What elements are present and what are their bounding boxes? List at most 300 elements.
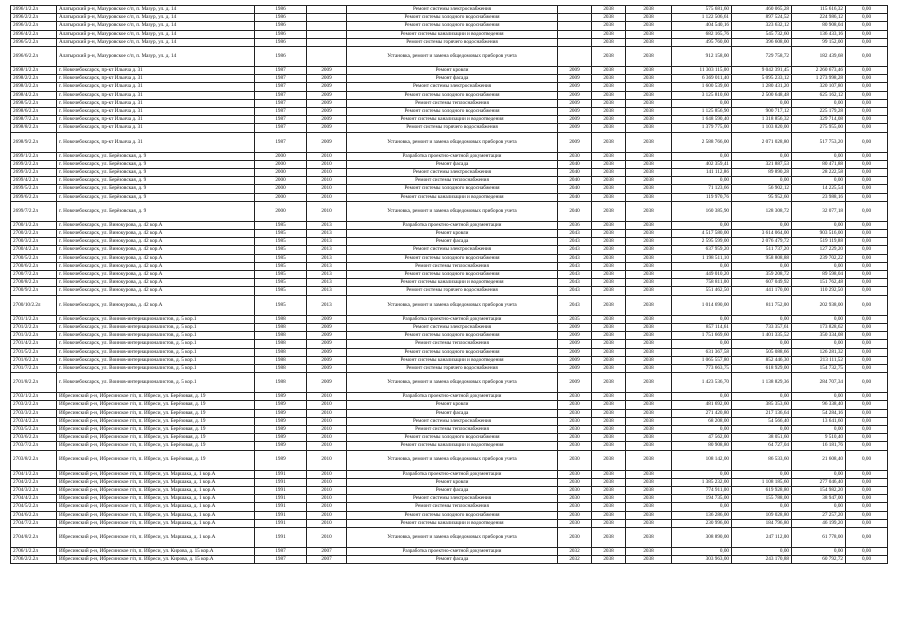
work-type-cell: Ремонт системы холодного водоснабжения — [347, 14, 558, 22]
build-year-cell: 1988 — [255, 364, 307, 372]
address-cell: Ибресинский р-н, Ибресинское г/п, п. Ибреси, ул. Кирова, д. 15 кор.А — [57, 547, 255, 555]
other-cost-cell: 0,00 — [846, 434, 888, 442]
table-row — [11, 169, 888, 177]
row-id-cell: 2703/3/2.2л — [11, 409, 57, 417]
total-cost-cell: 160 385,90 — [672, 201, 732, 221]
work-type-cell: Установка, ремонт и замена общедомовых приборов учета — [347, 295, 558, 315]
other-cost-cell: 0,00 — [846, 75, 888, 83]
period-start-cell: 2038 — [592, 295, 626, 315]
table-row — [11, 450, 888, 470]
table-row — [11, 279, 888, 287]
build-year-cell: 1986 — [255, 6, 307, 14]
row-id-cell: 2699/5/2.2л — [11, 185, 57, 193]
owner-cost-cell: 136 433,16 — [792, 30, 846, 38]
fund-cost-cell: 95 952,60 — [732, 193, 792, 201]
plan-year-cell: 2030 — [558, 450, 592, 470]
address-cell: г. Новочебоксарск, ул. Винокурова, д. 42 кор.А — [57, 221, 255, 229]
period-start-cell: 2038 — [592, 470, 626, 478]
period-start-cell: 2038 — [592, 315, 626, 323]
period-start-cell: 2038 — [592, 185, 626, 193]
row-id-cell: 2701/1/2.2л — [11, 315, 57, 323]
address-cell: Ибресинский р-н, Ибресинское г/п, п. Ибреси, ул. Маршака, д. 1 кор.А — [57, 486, 255, 494]
row-id-cell: 2698/8/2.2л — [11, 124, 57, 132]
table-row — [11, 30, 888, 38]
period-end-cell: 2038 — [626, 47, 672, 67]
total-cost-cell: 637 959,20 — [672, 246, 732, 254]
address-cell: г. Новочебоксарск, ул. Воинов-интернационалистов, д. 5 кор.1 — [57, 315, 255, 323]
plan-year-cell: 2043 — [558, 246, 592, 254]
fund-cost-cell: 359 208,72 — [732, 271, 792, 279]
plan-year-cell: 2009 — [558, 348, 592, 356]
period-end-cell: 2038 — [626, 152, 672, 160]
row-id-cell: 2698/5/2.2л — [11, 99, 57, 107]
period-start-cell: 2038 — [592, 364, 626, 372]
table-row — [11, 511, 888, 519]
work-type-cell: Ремонт кровли — [347, 478, 558, 486]
total-cost-cell: 308 890,00 — [672, 527, 732, 547]
total-cost-cell: 0,00 — [672, 340, 732, 348]
repair-year-cell: 2009 — [307, 67, 347, 75]
repair-year-cell — [307, 22, 347, 30]
plan-year-cell: 2043 — [558, 254, 592, 262]
table-row — [11, 75, 888, 83]
total-cost-cell: 119 970,76 — [672, 193, 732, 201]
plan-year-cell: 2032 — [558, 556, 592, 564]
period-end-cell: 2038 — [626, 340, 672, 348]
plan-year-cell: 2035 — [558, 315, 592, 323]
row-id-cell: 2700/1/2.2л — [11, 221, 57, 229]
repair-year-cell: 2009 — [307, 340, 347, 348]
row-id-cell: 2703/1/2.2л — [11, 393, 57, 401]
fund-cost-cell: 811 752,00 — [732, 295, 792, 315]
work-type-cell: Разработка проектно-сметной документации — [347, 470, 558, 478]
owner-cost-cell: 0,00 — [792, 393, 846, 401]
period-end-cell: 2038 — [626, 409, 672, 417]
address-cell: Алатырский р-н, Мазуровское с/п, п. Мазур, ул. д. 14 — [57, 14, 255, 22]
plan-year-cell — [558, 6, 592, 14]
total-cost-cell: 1 751 669,60 — [672, 332, 732, 340]
row-id-cell: 2696/2/2.2л — [11, 14, 57, 22]
period-end-cell: 2038 — [626, 495, 672, 503]
total-cost-cell: 80 908,80 — [672, 442, 732, 450]
work-type-cell: Установка, ремонт и замена общедомовых приборов учета — [347, 373, 558, 393]
period-start-cell: 2038 — [592, 152, 626, 160]
owner-cost-cell: 27 257,20 — [792, 511, 846, 519]
period-start-cell: 2038 — [592, 409, 626, 417]
table-row — [11, 527, 888, 547]
row-id-cell: 2696/3/2.2л — [11, 22, 57, 30]
owner-cost-cell: 23 988,16 — [792, 193, 846, 201]
fund-cost-cell: 619 928,80 — [732, 486, 792, 494]
row-id-cell: 2698/1/2.2л — [11, 67, 57, 75]
total-cost-cell: 6 369 011,40 — [672, 75, 732, 83]
owner-cost-cell: 154 732,75 — [792, 364, 846, 372]
repair-year-cell: 2010 — [307, 193, 347, 201]
fund-cost-cell: 618 929,00 — [732, 364, 792, 372]
build-year-cell: 2000 — [255, 169, 307, 177]
fund-cost-cell: 0,00 — [732, 503, 792, 511]
address-cell: г. Новочебоксарск, пр-кт Ильича д. 31 — [57, 132, 255, 152]
owner-cost-cell: 0,00 — [792, 152, 846, 160]
period-start-cell: 2038 — [592, 417, 626, 425]
address-cell: Ибресинский р-н, Ибресинское г/п, п. Ибреси, ул. Маршака, д. 1 кор.А — [57, 470, 255, 478]
plan-year-cell — [558, 30, 592, 38]
build-year-cell: 2000 — [255, 193, 307, 201]
table-row — [11, 547, 888, 555]
row-id-cell: 2704/2/2.2л — [11, 478, 57, 486]
table-row — [11, 323, 888, 331]
repair-year-cell: 2010 — [307, 425, 347, 433]
build-year-cell: 1989 — [255, 425, 307, 433]
total-cost-cell: 631 367,58 — [672, 348, 732, 356]
period-end-cell: 2038 — [626, 527, 672, 547]
period-end-cell: 2038 — [626, 364, 672, 372]
repair-year-cell: 2010 — [307, 503, 347, 511]
period-end-cell: 2038 — [626, 238, 672, 246]
owner-cost-cell: 80 908,04 — [792, 22, 846, 30]
repair-year-cell: 2010 — [307, 478, 347, 486]
address-cell: Ибресинский р-н, Ибресинское г/п, п. Ибреси, ул. Берёзовая, д. 19 — [57, 393, 255, 401]
owner-cost-cell: 32 077,18 — [792, 201, 846, 221]
period-start-cell: 2038 — [592, 83, 626, 91]
work-type-cell: Разработка проектно-сметной документации — [347, 315, 558, 323]
address-cell: г. Новочебоксарск, ул. Берёзовская, д. 9 — [57, 152, 255, 160]
total-cost-cell: 1 600 539,00 — [672, 83, 732, 91]
period-end-cell: 2038 — [626, 177, 672, 185]
row-id-cell: 2698/3/2.2л — [11, 83, 57, 91]
table-row — [11, 409, 888, 417]
period-start-cell: 2038 — [592, 67, 626, 75]
owner-cost-cell: 284 707,34 — [792, 373, 846, 393]
work-type-cell: Ремонт системы теплоснабжения — [347, 177, 558, 185]
build-year-cell: 1987 — [255, 108, 307, 116]
table-row — [11, 177, 888, 185]
plan-year-cell: 2040 — [558, 193, 592, 201]
repair-year-cell: 2009 — [307, 108, 347, 116]
period-start-cell: 2038 — [592, 75, 626, 83]
other-cost-cell: 0,00 — [846, 193, 888, 201]
table-row — [11, 356, 888, 364]
plan-year-cell: 2030 — [558, 495, 592, 503]
works-table — [10, 5, 888, 564]
row-id-cell: 2696/1/2.2л — [11, 6, 57, 14]
register-sheet — [10, 5, 887, 564]
total-cost-cell: 575 681,60 — [672, 6, 732, 14]
row-id-cell: 2704/7/2.2л — [11, 519, 57, 527]
total-cost-cell: 1 648 590,40 — [672, 116, 732, 124]
repair-year-cell: 2009 — [307, 315, 347, 323]
build-year-cell: 2000 — [255, 201, 307, 221]
other-cost-cell: 0,00 — [846, 393, 888, 401]
address-cell: Ибресинский р-н, Ибресинское г/п, п. Ибреси, ул. Маршака, д. 1 кор.А — [57, 495, 255, 503]
other-cost-cell: 0,00 — [846, 373, 888, 393]
total-cost-cell: 1 198 511,10 — [672, 254, 732, 262]
fund-cost-cell: 1 318 856,32 — [732, 116, 792, 124]
plan-year-cell: 2040 — [558, 201, 592, 221]
address-cell: г. Новочебоксарск, пр-кт Ильича д. 31 — [57, 91, 255, 99]
other-cost-cell: 0,00 — [846, 470, 888, 478]
other-cost-cell: 0,00 — [846, 295, 888, 315]
work-type-cell: Ремонт системы канализации и водоотведения — [347, 116, 558, 124]
repair-year-cell: 2010 — [307, 401, 347, 409]
address-cell: Ибресинский р-н, Ибресинское г/п, п. Ибреси, ул. Берёзовая, д. 19 — [57, 442, 255, 450]
period-start-cell: 2038 — [592, 401, 626, 409]
repair-year-cell: 2010 — [307, 409, 347, 417]
row-id-cell: 2699/2/2.2л — [11, 160, 57, 168]
total-cost-cell: 1 423 536,70 — [672, 373, 732, 393]
period-start-cell: 2038 — [592, 434, 626, 442]
table-row — [11, 132, 888, 152]
build-year-cell: 1986 — [255, 30, 307, 38]
owner-cost-cell: 110 292,50 — [792, 287, 846, 295]
period-start-cell: 2038 — [592, 511, 626, 519]
address-cell: г. Новочебоксарск, пр-кт Ильича д. 31 — [57, 108, 255, 116]
other-cost-cell: 0,00 — [846, 30, 888, 38]
table-row — [11, 470, 888, 478]
work-type-cell: Ремонт системы электроснабжения — [347, 6, 558, 14]
period-end-cell: 2038 — [626, 393, 672, 401]
period-start-cell: 2038 — [592, 201, 626, 221]
owner-cost-cell: 625 162,12 — [792, 91, 846, 99]
period-start-cell: 2038 — [592, 556, 626, 564]
period-start-cell: 2038 — [592, 547, 626, 555]
other-cost-cell: 0,00 — [846, 417, 888, 425]
row-id-cell: 2706/2/2.2л — [11, 556, 57, 564]
period-end-cell: 2038 — [626, 230, 672, 238]
fund-cost-cell: 2 076 479,72 — [732, 238, 792, 246]
fund-cost-cell: 64 727,04 — [732, 442, 792, 450]
repair-year-cell: 2013 — [307, 262, 347, 270]
table-row — [11, 116, 888, 124]
plan-year-cell: 2036 — [558, 221, 592, 229]
build-year-cell: 1989 — [255, 442, 307, 450]
address-cell: Ибресинский р-н, Ибресинское г/п, п. Ибреси, ул. Кирова, д. 15 кор.А — [57, 556, 255, 564]
plan-year-cell: 2030 — [558, 409, 592, 417]
address-cell: г. Новочебоксарск, пр-кт Ильича д. 31 — [57, 75, 255, 83]
owner-cost-cell: 60 792,72 — [792, 556, 846, 564]
total-cost-cell: 0,00 — [672, 152, 732, 160]
work-type-cell: Установка, ремонт и замена общедомовых приборов учета — [347, 527, 558, 547]
repair-year-cell: 2009 — [307, 332, 347, 340]
fund-cost-cell: 900 717,12 — [732, 108, 792, 116]
work-type-cell: Ремонт фасада — [347, 486, 558, 494]
owner-cost-cell: 173 828,62 — [792, 323, 846, 331]
owner-cost-cell: 61 778,00 — [792, 527, 846, 547]
work-type-cell: Ремонт системы холодного водоснабжения — [347, 91, 558, 99]
address-cell: Алатырский р-н, Мазуровское с/п, п. Мазур, ул. д. 14 — [57, 47, 255, 67]
fund-cost-cell: 38 051,60 — [732, 434, 792, 442]
other-cost-cell: 0,00 — [846, 177, 888, 185]
repair-year-cell: 2007 — [307, 547, 347, 555]
work-type-cell: Ремонт системы электроснабжения — [347, 246, 558, 254]
table-row — [11, 271, 888, 279]
period-end-cell: 2038 — [626, 356, 672, 364]
other-cost-cell: 0,00 — [846, 527, 888, 547]
address-cell: Алатырский р-н, Мазуровское с/п, п. Мазур, ул. д. 14 — [57, 38, 255, 46]
work-type-cell: Ремонт системы теплоснабжения — [347, 340, 558, 348]
row-id-cell: 2701/5/2.2л — [11, 348, 57, 356]
total-cost-cell: 402 359,41 — [672, 160, 732, 168]
row-id-cell: 2696/5/2.2л — [11, 38, 57, 46]
work-type-cell: Ремонт системы горячего водоснабжения — [347, 124, 558, 132]
plan-year-cell: 2030 — [558, 527, 592, 547]
repair-year-cell: 2009 — [307, 323, 347, 331]
repair-year-cell: 2013 — [307, 279, 347, 287]
period-start-cell: 2038 — [592, 30, 626, 38]
work-type-cell: Ремонт системы холодного водоснабжения — [347, 271, 558, 279]
fund-cost-cell: 545 732,60 — [732, 30, 792, 38]
repair-year-cell: 2009 — [307, 364, 347, 372]
repair-year-cell: 2013 — [307, 271, 347, 279]
table-row — [11, 246, 888, 254]
address-cell: Ибресинский р-н, Ибресинское г/п, п. Ибреси, ул. Берёзовая, д. 19 — [57, 409, 255, 417]
table-row — [11, 124, 888, 132]
address-cell: г. Новочебоксарск, пр-кт Ильича д. 31 — [57, 99, 255, 107]
work-type-cell: Ремонт системы холодного водоснабжения — [347, 348, 558, 356]
fund-cost-cell: 5 095 233,12 — [732, 75, 792, 83]
period-start-cell: 2038 — [592, 14, 626, 22]
repair-year-cell: 2010 — [307, 177, 347, 185]
work-type-cell: Разработка проектно-сметной документации — [347, 393, 558, 401]
total-cost-cell: 47 562,00 — [672, 434, 732, 442]
table-row — [11, 519, 888, 527]
repair-year-cell: 2010 — [307, 442, 347, 450]
total-cost-cell: 4 517 580,00 — [672, 230, 732, 238]
plan-year-cell: 2040 — [558, 177, 592, 185]
repair-year-cell: 2010 — [307, 527, 347, 547]
fund-cost-cell: 0,00 — [732, 99, 792, 107]
other-cost-cell: 0,00 — [846, 230, 888, 238]
total-cost-cell: 449 010,20 — [672, 271, 732, 279]
table-row — [11, 160, 888, 168]
repair-year-cell: 2010 — [307, 393, 347, 401]
work-type-cell: Ремонт системы холодного водоснабжения — [347, 185, 558, 193]
fund-cost-cell: 155 788,00 — [732, 495, 792, 503]
owner-cost-cell: 0,00 — [792, 547, 846, 555]
address-cell: Ибресинский р-н, Ибресинское г/п, п. Ибреси, ул. Маршака, д. 1 кор.А — [57, 519, 255, 527]
period-end-cell: 2038 — [626, 132, 672, 152]
period-end-cell: 2038 — [626, 434, 672, 442]
other-cost-cell: 0,00 — [846, 340, 888, 348]
period-end-cell: 2038 — [626, 519, 672, 527]
plan-year-cell: 2040 — [558, 160, 592, 168]
table-row — [11, 401, 888, 409]
address-cell: г. Новочебоксарск, пр-кт Ильича д. 31 — [57, 83, 255, 91]
owner-cost-cell: 127 229,20 — [792, 246, 846, 254]
other-cost-cell: 0,00 — [846, 271, 888, 279]
total-cost-cell: 1 379 775,00 — [672, 124, 732, 132]
build-year-cell: 1987 — [255, 556, 307, 564]
period-start-cell: 2038 — [592, 254, 626, 262]
repair-year-cell: 2010 — [307, 495, 347, 503]
period-end-cell: 2038 — [626, 556, 672, 564]
address-cell: Алатырский р-н, Мазуровское с/п, п. Мазур, ул. д. 14 — [57, 22, 255, 30]
other-cost-cell: 0,00 — [846, 486, 888, 494]
period-end-cell: 2038 — [626, 511, 672, 519]
address-cell: г. Новочебоксарск, ул. Винокурова, д. 42 кор.А — [57, 287, 255, 295]
address-cell: г. Новочебоксарск, ул. Воинов-интернационалистов, д. 5 кор.1 — [57, 340, 255, 348]
row-id-cell: 2701/4/2.2л — [11, 340, 57, 348]
fund-cost-cell: 184 796,80 — [732, 519, 792, 527]
owner-cost-cell: 0,00 — [792, 340, 846, 348]
total-cost-cell: 2 595 599,00 — [672, 238, 732, 246]
plan-year-cell: 2009 — [558, 91, 592, 99]
row-id-cell: 2701/3/2.2л — [11, 332, 57, 340]
period-end-cell: 2038 — [626, 287, 672, 295]
fund-cost-cell: 54 566,40 — [732, 417, 792, 425]
work-type-cell: Ремонт системы холодного водоснабжения — [347, 22, 558, 30]
plan-year-cell: 2030 — [558, 470, 592, 478]
row-id-cell: 2701/7/2.2л — [11, 364, 57, 372]
other-cost-cell: 0,00 — [846, 99, 888, 107]
table-row — [11, 38, 888, 46]
period-end-cell: 2038 — [626, 108, 672, 116]
table-row — [11, 332, 888, 340]
row-id-cell: 2699/4/2.2л — [11, 177, 57, 185]
work-type-cell: Ремонт системы электроснабжения — [347, 323, 558, 331]
other-cost-cell: 0,00 — [846, 160, 888, 168]
work-type-cell: Ремонт фасада — [347, 75, 558, 83]
table-row — [11, 295, 888, 315]
owner-cost-cell: 46 199,20 — [792, 519, 846, 527]
other-cost-cell: 0,00 — [846, 6, 888, 14]
plan-year-cell: 2030 — [558, 511, 592, 519]
owner-cost-cell: 99 152,00 — [792, 38, 846, 46]
repair-year-cell: 2010 — [307, 434, 347, 442]
period-start-cell: 2038 — [592, 193, 626, 201]
plan-year-cell: 2009 — [558, 99, 592, 107]
table-row — [11, 22, 888, 30]
work-type-cell: Установка, ремонт и замена общедомовых приборов учета — [347, 132, 558, 152]
work-type-cell: Разработка проектно-сметной документации — [347, 152, 558, 160]
period-start-cell: 2038 — [592, 495, 626, 503]
period-start-cell: 2038 — [592, 332, 626, 340]
build-year-cell: 1986 — [255, 38, 307, 46]
owner-cost-cell: 0,00 — [792, 262, 846, 270]
work-type-cell: Разработка проектно-сметной документации — [347, 547, 558, 555]
total-cost-cell: 0,00 — [672, 221, 732, 229]
repair-year-cell: 2013 — [307, 230, 347, 238]
row-id-cell: 2700/4/2.2л — [11, 246, 57, 254]
row-id-cell: 2706/1/2.2л — [11, 547, 57, 555]
other-cost-cell: 0,00 — [846, 47, 888, 67]
period-start-cell: 2038 — [592, 442, 626, 450]
plan-year-cell: 2009 — [558, 332, 592, 340]
owner-cost-cell: 239 702,22 — [792, 254, 846, 262]
work-type-cell: Ремонт системы канализации и водоотведения — [347, 356, 558, 364]
work-type-cell: Установка, ремонт и замена общедомовых приборов учета — [347, 47, 558, 67]
work-type-cell: Ремонт системы холодного водоснабжения — [347, 434, 558, 442]
repair-year-cell: 2010 — [307, 160, 347, 168]
period-end-cell: 2038 — [626, 30, 672, 38]
repair-year-cell: 2013 — [307, 246, 347, 254]
work-type-cell: Ремонт системы горячего водоснабжения — [347, 38, 558, 46]
owner-cost-cell: 329 714,08 — [792, 116, 846, 124]
other-cost-cell: 0,00 — [846, 356, 888, 364]
period-start-cell: 2038 — [592, 221, 626, 229]
other-cost-cell: 0,00 — [846, 83, 888, 91]
address-cell: Ибресинский р-н, Ибресинское г/п, п. Ибреси, ул. Маршака, д. 1 кор.А — [57, 478, 255, 486]
period-start-cell: 2038 — [592, 356, 626, 364]
plan-year-cell: 2009 — [558, 124, 592, 132]
period-end-cell: 2038 — [626, 417, 672, 425]
other-cost-cell: 0,00 — [846, 556, 888, 564]
plan-year-cell: 2030 — [558, 486, 592, 494]
build-year-cell: 1989 — [255, 393, 307, 401]
table-row — [11, 67, 888, 75]
owner-cost-cell: 16 181,76 — [792, 442, 846, 450]
total-cost-cell: 71 123,66 — [672, 185, 732, 193]
